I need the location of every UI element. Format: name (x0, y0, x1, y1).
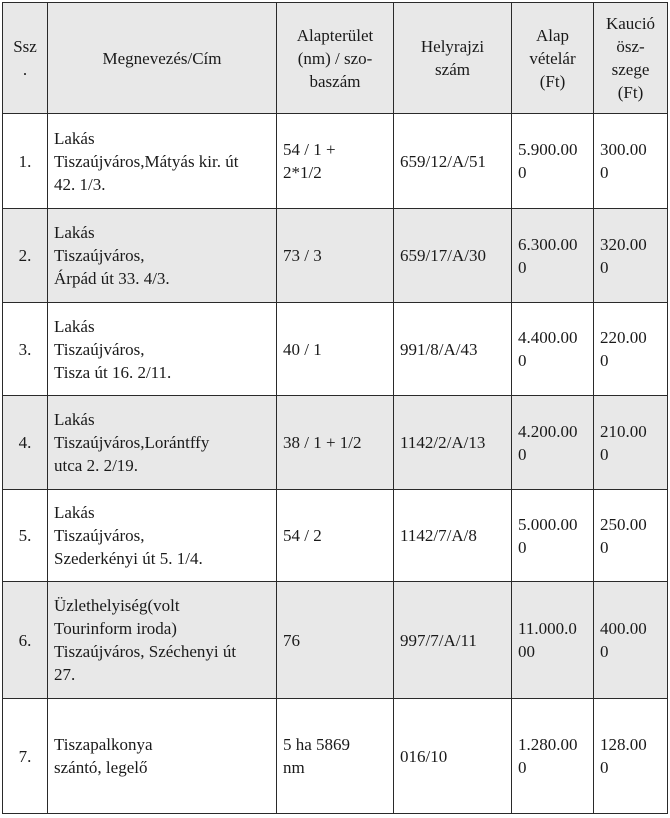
header-alap-vetelar: Alap vételár (Ft) (512, 3, 594, 114)
row-deposit: 300.00 0 (594, 114, 668, 209)
row-name: Lakás Tiszaújváros,Mátyás kir. út 42. 1/3. (48, 114, 277, 209)
row-deposit: 128.00 0 (594, 699, 668, 814)
row-name: Üzlethelyiség(volt Tourinform iroda) Tiszaújváros, Széchenyi út 27. (48, 582, 277, 699)
row-area: 38 / 1 + 1/2 (277, 396, 394, 490)
row-price: 11.000.0 00 (512, 582, 594, 699)
header-megnevezes: Megnevezés/Cím (48, 3, 277, 114)
header-ssz: Ssz . (3, 3, 48, 114)
row-ssz: 4. (3, 396, 48, 490)
row-area: 54 / 1 + 2*1/2 (277, 114, 394, 209)
row-hrsz: 659/12/A/51 (394, 114, 512, 209)
row-hrsz: 997/7/A/11 (394, 582, 512, 699)
row-area: 54 / 2 (277, 490, 394, 582)
row-hrsz: 1142/7/A/8 (394, 490, 512, 582)
row-name: Lakás Tiszaújváros, Tisza út 16. 2/11. (48, 303, 277, 396)
row-area: 76 (277, 582, 394, 699)
header-alapterulet: Alapterület (nm) / szo- baszám (277, 3, 394, 114)
table-row (3, 490, 668, 582)
row-ssz: 1. (3, 114, 48, 209)
row-hrsz: 991/8/A/43 (394, 303, 512, 396)
row-ssz: 3. (3, 303, 48, 396)
header-kaucio: Kaució ösz- szege (Ft) (594, 3, 668, 114)
row-deposit: 210.00 0 (594, 396, 668, 490)
row-price: 5.000.00 0 (512, 490, 594, 582)
row-ssz: 6. (3, 582, 48, 699)
row-hrsz: 1142/2/A/13 (394, 396, 512, 490)
row-name: Lakás Tiszaújváros, Árpád út 33. 4/3. (48, 209, 277, 303)
row-deposit: 320.00 0 (594, 209, 668, 303)
row-price: 6.300.00 0 (512, 209, 594, 303)
table-row (3, 303, 668, 396)
row-area: 73 / 3 (277, 209, 394, 303)
row-hrsz: 659/17/A/30 (394, 209, 512, 303)
row-price: 4.200.00 0 (512, 396, 594, 490)
header-helyrajzi: Helyrajzi szám (394, 3, 512, 114)
table-row (3, 209, 668, 303)
row-name: Tiszapalkonya szántó, legelő (48, 699, 277, 814)
row-price: 1.280.00 0 (512, 699, 594, 814)
row-deposit: 220.00 0 (594, 303, 668, 396)
row-price: 5.900.00 0 (512, 114, 594, 209)
row-name: Lakás Tiszaújváros,Lorántffy utca 2. 2/19. (48, 396, 277, 490)
table-row (3, 114, 668, 209)
row-ssz: 7. (3, 699, 48, 814)
row-name: Lakás Tiszaújváros, Szederkényi út 5. 1/4. (48, 490, 277, 582)
table-header-row (3, 3, 668, 114)
row-deposit: 400.00 0 (594, 582, 668, 699)
table-row (3, 699, 668, 814)
row-hrsz: 016/10 (394, 699, 512, 814)
row-ssz: 5. (3, 490, 48, 582)
row-price: 4.400.00 0 (512, 303, 594, 396)
table-row (3, 396, 668, 490)
row-deposit: 250.00 0 (594, 490, 668, 582)
row-ssz: 2. (3, 209, 48, 303)
row-area: 40 / 1 (277, 303, 394, 396)
property-sale-table (2, 2, 668, 814)
row-area: 5 ha 5869 nm (277, 699, 394, 814)
table-row (3, 582, 668, 699)
